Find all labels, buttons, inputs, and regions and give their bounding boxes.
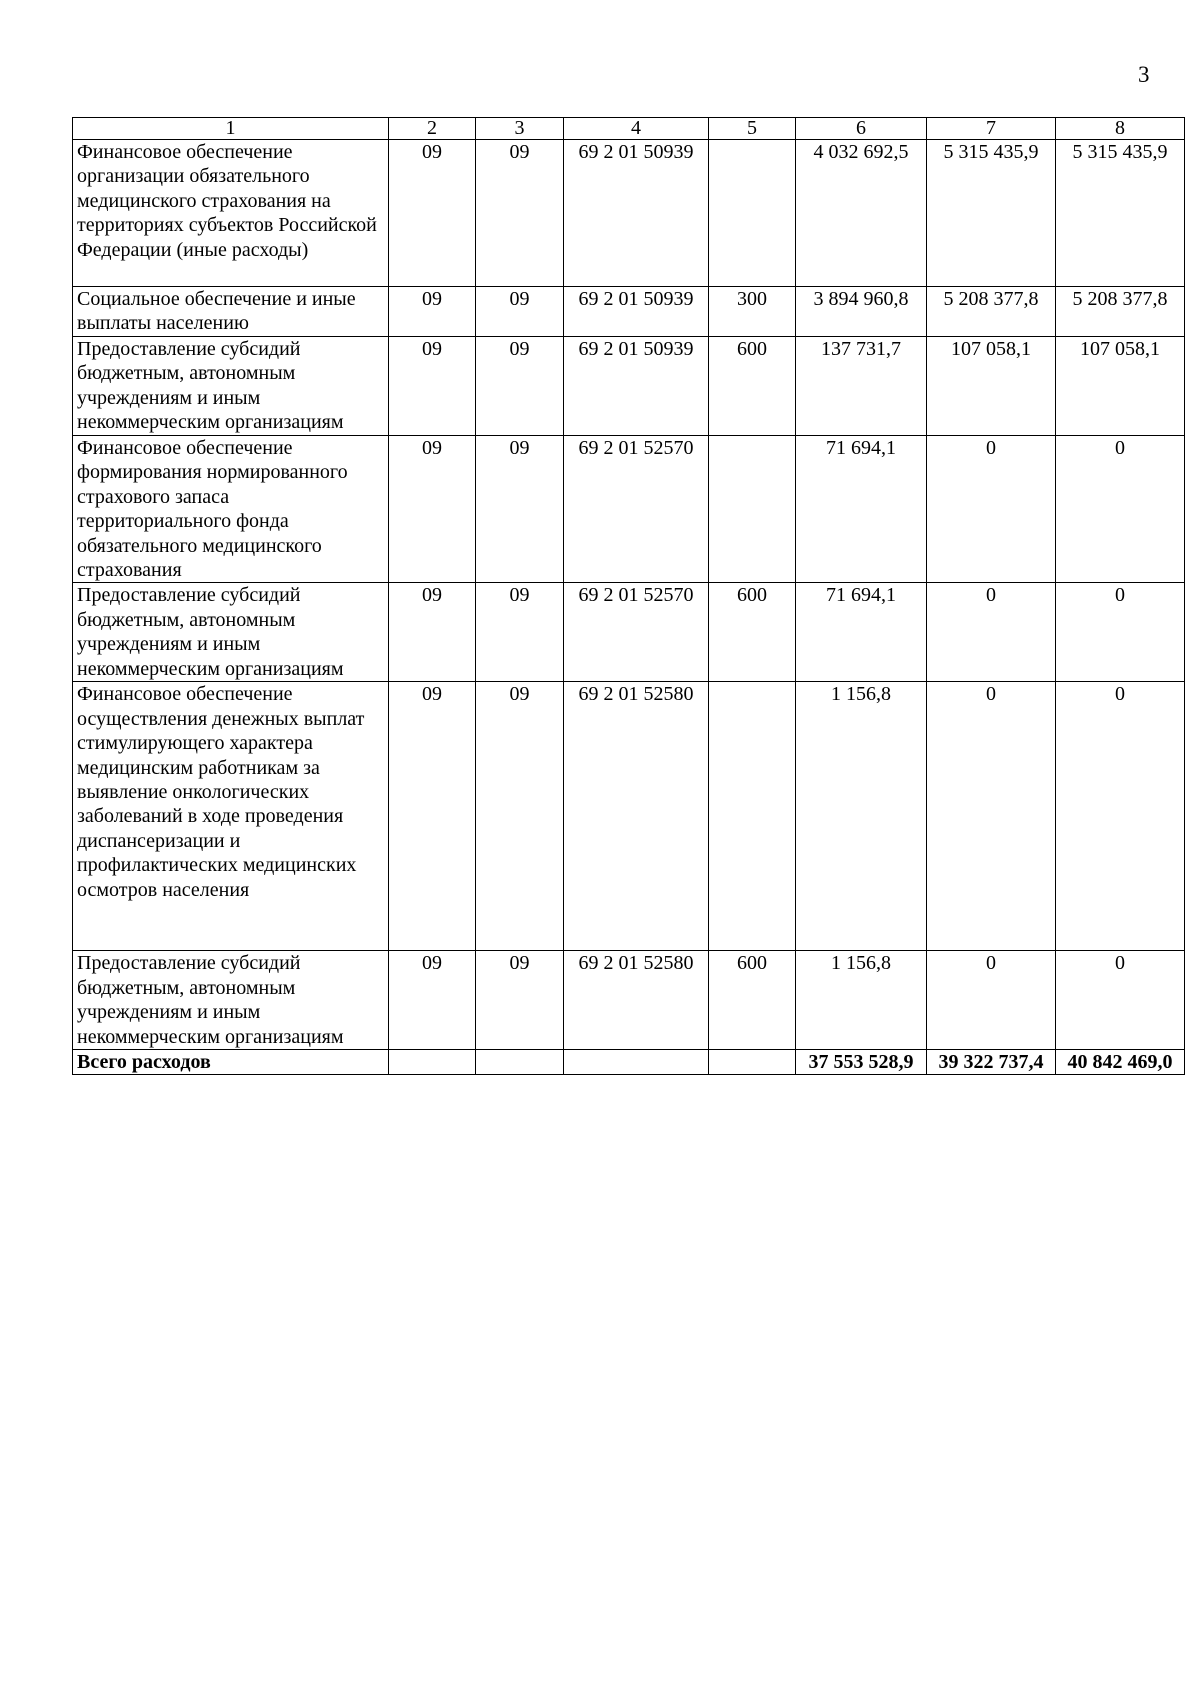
row-subsection: 09 bbox=[476, 682, 564, 951]
row-amount-year3: 0 bbox=[1056, 682, 1185, 951]
row-name: Финансовое обеспечение формирования нормированного страхового запаса территориального фонда обязательного медицинского страхования bbox=[73, 436, 389, 583]
row-expense-type bbox=[709, 140, 796, 287]
row-amount-year3: 107 058,1 bbox=[1056, 337, 1185, 436]
row-amount-year3: 0 bbox=[1056, 951, 1185, 1050]
column-number: 2 bbox=[389, 118, 476, 140]
table-row bbox=[73, 951, 1185, 1050]
row-amount-year1: 1 156,8 bbox=[796, 682, 927, 951]
row-amount-year2: 0 bbox=[927, 682, 1056, 951]
row-expense-type bbox=[709, 436, 796, 583]
row-section: 09 bbox=[389, 682, 476, 951]
row-subsection: 09 bbox=[476, 140, 564, 287]
row-subsection: 09 bbox=[476, 583, 564, 682]
column-number: 6 bbox=[796, 118, 927, 140]
row-amount-year2: 0 bbox=[927, 436, 1056, 583]
row-amount-year3: 5 315 435,9 bbox=[1056, 140, 1185, 287]
row-name: Финансовое обеспечение организации обязательного медицинского страхования на территориях субъектов Российской Федерации (иные расходы) bbox=[73, 140, 389, 287]
total-empty-cell bbox=[564, 1050, 709, 1075]
total-label: Всего расходов bbox=[73, 1050, 389, 1075]
table-row bbox=[73, 287, 1185, 337]
row-amount-year3: 0 bbox=[1056, 583, 1185, 682]
row-name: Предоставление субсидий бюджетным, автономным учреждениям и иным некоммерческим организациям bbox=[73, 337, 389, 436]
row-section: 09 bbox=[389, 337, 476, 436]
total-amount-year2: 39 322 737,4 bbox=[927, 1050, 1056, 1075]
row-amount-year1: 137 731,7 bbox=[796, 337, 927, 436]
column-number-row bbox=[73, 118, 1185, 140]
row-name: Предоставление субсидий бюджетным, автономным учреждениям и иным некоммерческим организациям bbox=[73, 951, 389, 1050]
expenditure-table bbox=[72, 117, 1185, 1075]
table-row bbox=[73, 140, 1185, 287]
total-row bbox=[73, 1050, 1185, 1075]
table-row bbox=[73, 436, 1185, 583]
row-expense-type: 600 bbox=[709, 951, 796, 1050]
row-target-article: 69 2 01 52570 bbox=[564, 436, 709, 583]
row-section: 09 bbox=[389, 436, 476, 583]
column-number: 5 bbox=[709, 118, 796, 140]
row-target-article: 69 2 01 52580 bbox=[564, 951, 709, 1050]
row-name: Предоставление субсидий бюджетным, автономным учреждениям и иным некоммерческим организациям bbox=[73, 583, 389, 682]
total-empty-cell bbox=[389, 1050, 476, 1075]
column-number: 1 bbox=[73, 118, 389, 140]
row-amount-year1: 71 694,1 bbox=[796, 583, 927, 682]
total-amount-year1: 37 553 528,9 bbox=[796, 1050, 927, 1075]
row-expense-type: 600 bbox=[709, 337, 796, 436]
row-expense-type: 300 bbox=[709, 287, 796, 337]
row-target-article: 69 2 01 52580 bbox=[564, 682, 709, 951]
table-row bbox=[73, 583, 1185, 682]
row-amount-year2: 0 bbox=[927, 583, 1056, 682]
row-target-article: 69 2 01 52570 bbox=[564, 583, 709, 682]
row-subsection: 09 bbox=[476, 436, 564, 583]
row-section: 09 bbox=[389, 140, 476, 287]
column-number: 7 bbox=[927, 118, 1056, 140]
row-amount-year1: 71 694,1 bbox=[796, 436, 927, 583]
row-amount-year2: 107 058,1 bbox=[927, 337, 1056, 436]
row-expense-type: 600 bbox=[709, 583, 796, 682]
row-name: Социальное обеспечение и иные выплаты населению bbox=[73, 287, 389, 337]
row-amount-year1: 1 156,8 bbox=[796, 951, 927, 1050]
row-section: 09 bbox=[389, 583, 476, 682]
row-subsection: 09 bbox=[476, 337, 564, 436]
row-subsection: 09 bbox=[476, 951, 564, 1050]
row-amount-year2: 0 bbox=[927, 951, 1056, 1050]
row-amount-year1: 4 032 692,5 bbox=[796, 140, 927, 287]
total-amount-year3: 40 842 469,0 bbox=[1056, 1050, 1185, 1075]
row-amount-year2: 5 208 377,8 bbox=[927, 287, 1056, 337]
table-row bbox=[73, 337, 1185, 436]
row-target-article: 69 2 01 50939 bbox=[564, 337, 709, 436]
column-number: 3 bbox=[476, 118, 564, 140]
page-number: 3 bbox=[1138, 62, 1150, 87]
row-amount-year2: 5 315 435,9 bbox=[927, 140, 1056, 287]
row-target-article: 69 2 01 50939 bbox=[564, 287, 709, 337]
row-amount-year3: 0 bbox=[1056, 436, 1185, 583]
column-number: 8 bbox=[1056, 118, 1185, 140]
row-amount-year1: 3 894 960,8 bbox=[796, 287, 927, 337]
row-section: 09 bbox=[389, 951, 476, 1050]
row-expense-type bbox=[709, 682, 796, 951]
column-number: 4 bbox=[564, 118, 709, 140]
row-amount-year3: 5 208 377,8 bbox=[1056, 287, 1185, 337]
table-row bbox=[73, 682, 1185, 951]
row-name: Финансовое обеспечение осуществления денежных выплат стимулирующего характера медицинским работникам за выявление онкологических заболеваний в ходе проведения диспансеризации и профилактических медицинских осмотров населения bbox=[73, 682, 389, 951]
row-target-article: 69 2 01 50939 bbox=[564, 140, 709, 287]
row-section: 09 bbox=[389, 287, 476, 337]
total-empty-cell bbox=[709, 1050, 796, 1075]
total-empty-cell bbox=[476, 1050, 564, 1075]
row-subsection: 09 bbox=[476, 287, 564, 337]
